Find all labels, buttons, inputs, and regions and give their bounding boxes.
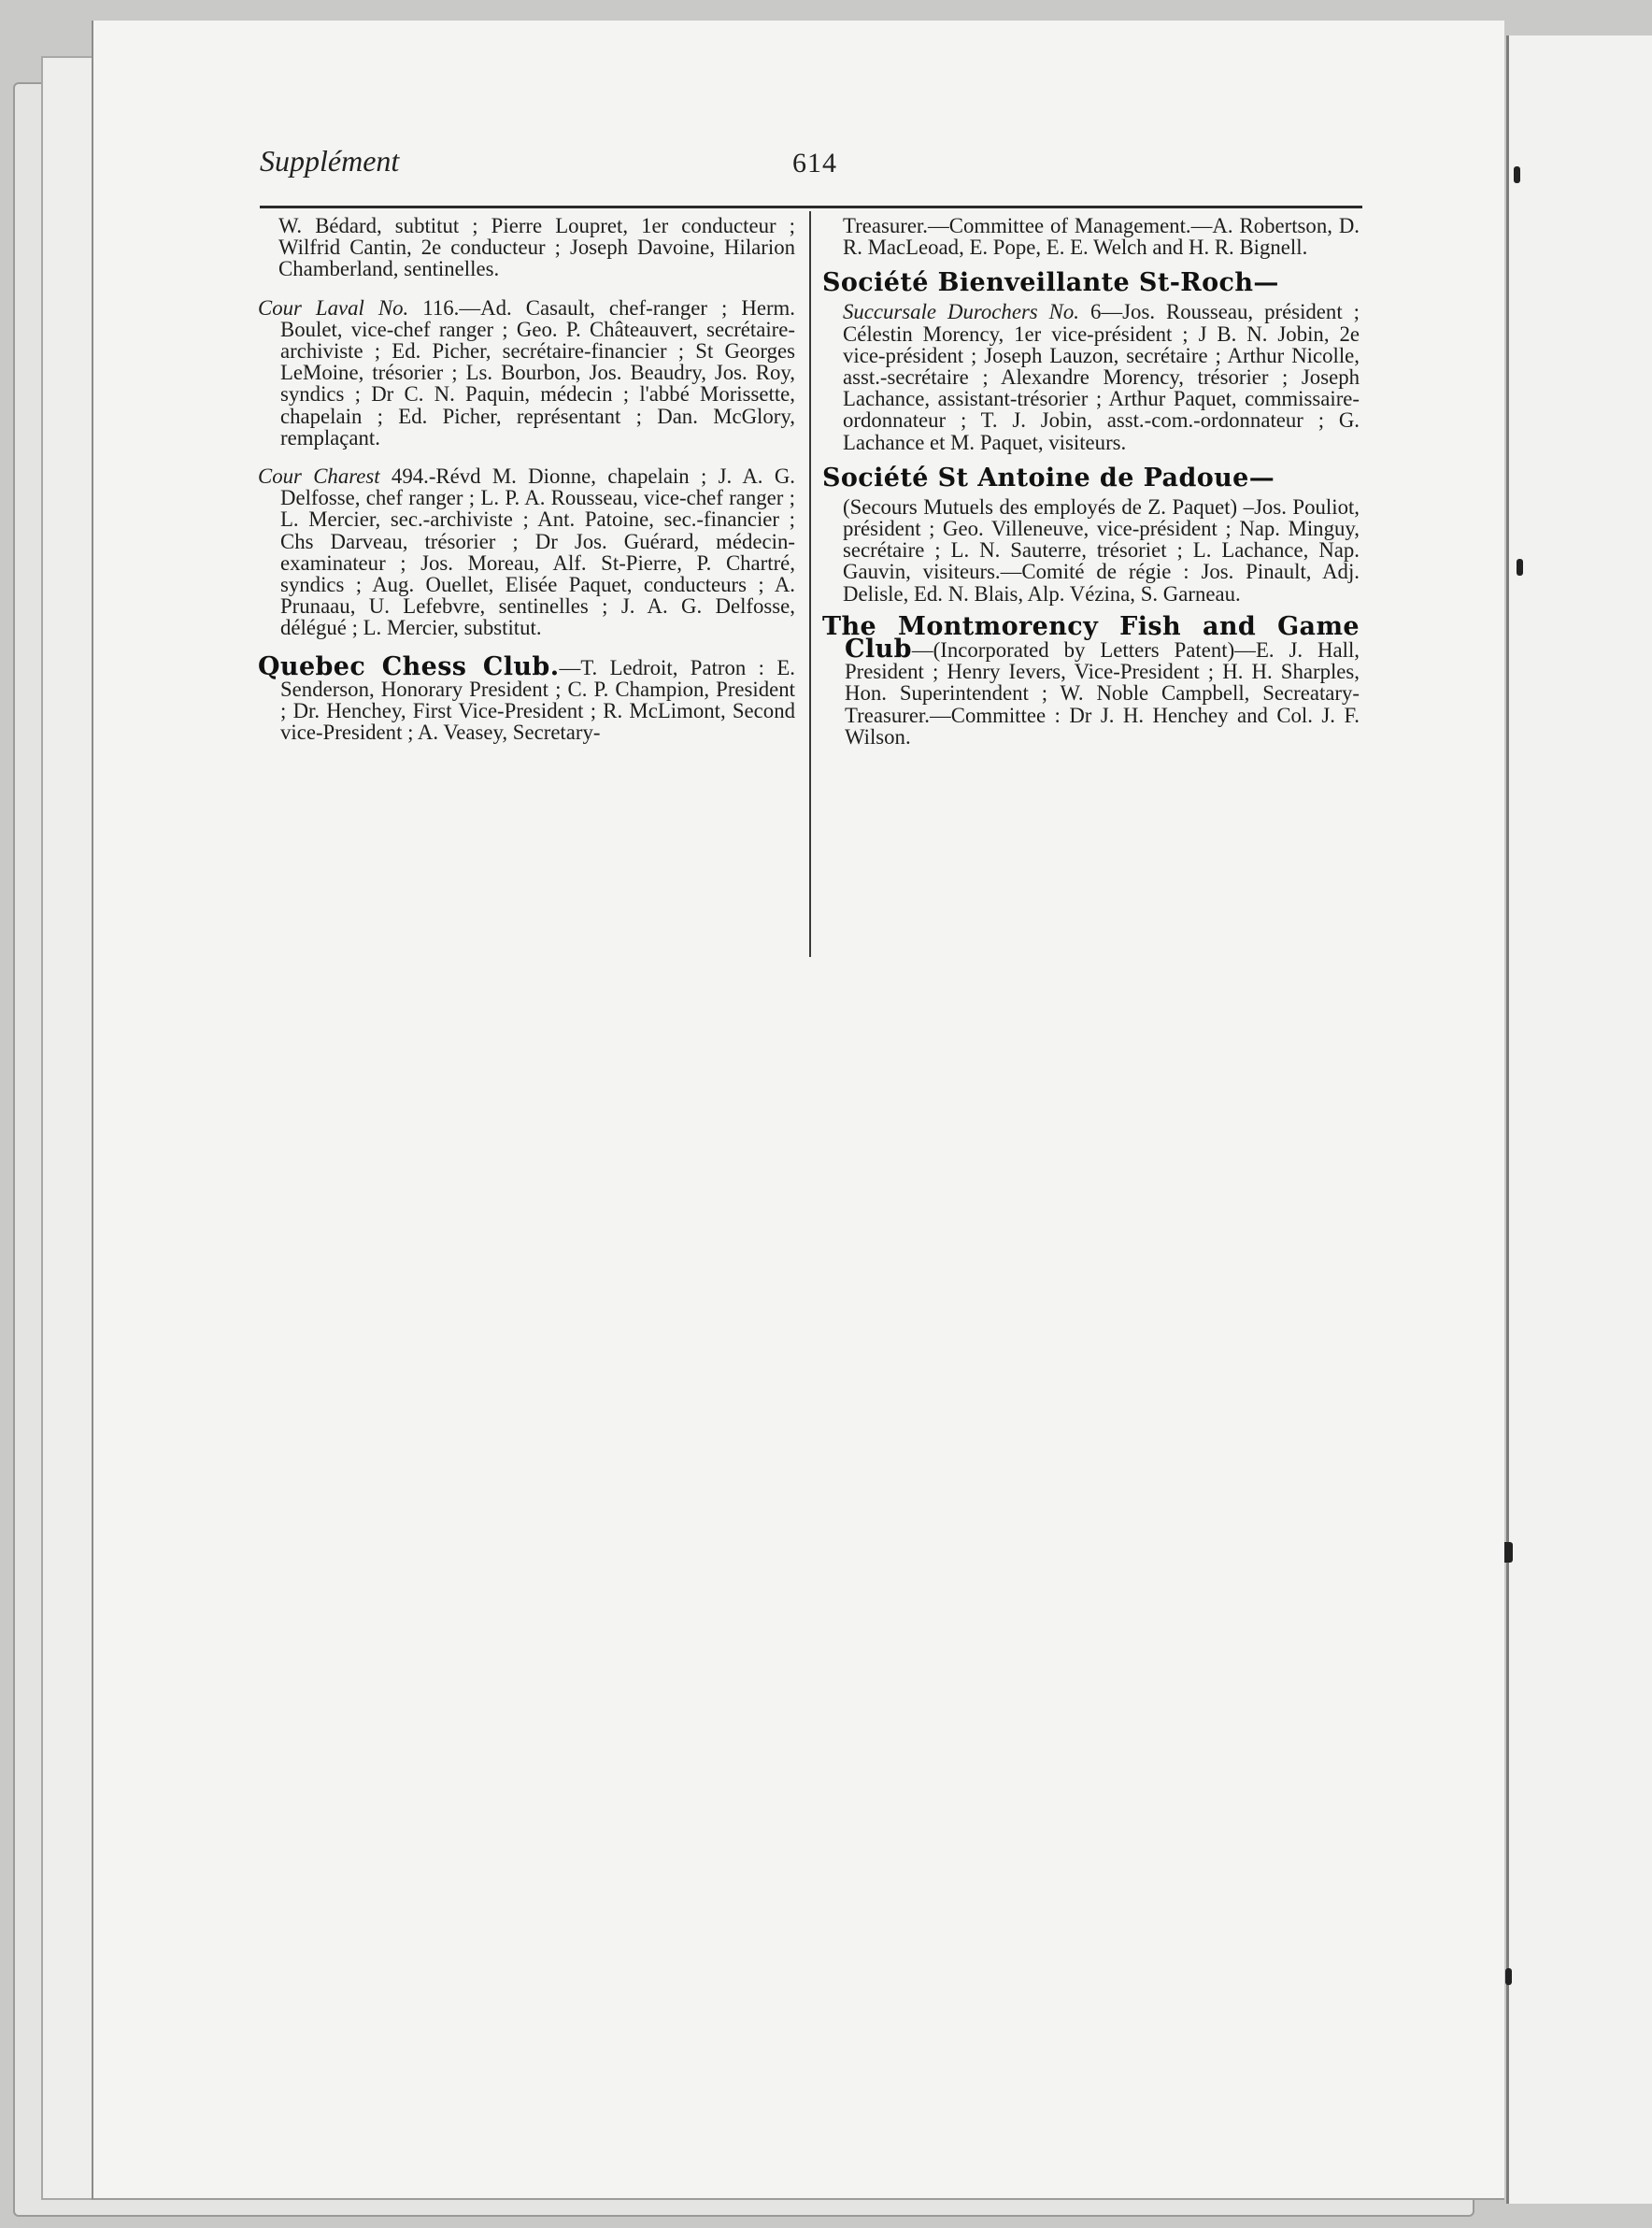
binding-mark bbox=[1505, 1968, 1512, 1985]
running-head: Supplément bbox=[260, 144, 400, 178]
entry-lead: Cour Charest bbox=[258, 464, 380, 489]
entry-cour-laval bbox=[258, 297, 795, 449]
entry-text: 116.—Ad. Casault, chef-ranger ; Herm. Boulet, vice-chef ranger ; Geo. P. Châteauvert, secrétaire-archiviste ; Ed. Picher, secrétaire-financier ; St Georges LeMoine, trésorier ; Ls. Bourbon, Jos. Beaudry, Jos. Roy, syndics ; Dr C. N. Paquin, médecin ; l'abbé Morissette, chapelain ; Ed. Picher, représentant ; Dan. McGlory, remplaçant. bbox=[280, 295, 795, 450]
page-header bbox=[260, 138, 1362, 204]
entry-heading: Société St Antoine de Padoue— bbox=[822, 463, 1275, 493]
page-number: 614 bbox=[792, 148, 837, 179]
entry-societe-bienveillante bbox=[822, 269, 1360, 452]
binding-mark bbox=[1514, 166, 1520, 183]
entry-heading: Quebec Chess Club. bbox=[258, 651, 560, 681]
entry-text: (Secours Mutuels des employés de Z. Paquet) –Jos. Pouliot, président ; Geo. Villeneuve, vice-président ; Nap. Minguy, secrétaire ; L. N. Sauterre, trésoriet ; L. Lachance, Nap. Gauvin, visiteurs.—Comité de régie : Jos. Pinault, Adj. Delisle, Ed. N. Blais, Alp. Vézina, S. Garneau. bbox=[843, 494, 1360, 606]
entry-montmorency-club bbox=[822, 611, 1360, 749]
entry-societe-st-antoine bbox=[822, 464, 1360, 605]
header-rule bbox=[260, 206, 1362, 208]
facing-page-edge bbox=[1506, 36, 1652, 2204]
entry-text: W. Bédard, subtitut ; Pierre Loupret, 1er conducteur ; Wilfrid Cantin, 2e conducteur ; Joseph Davoine, Hilarion Chamberland, sentinelles. bbox=[278, 214, 795, 281]
entry-continuation bbox=[822, 215, 1360, 258]
entry-text: 494.-Révd M. Dionne, chapelain ; J. A. G. Delfosse, chef ranger ; L. P. A. Rousseau, vice-chef ranger ; L. Mercier, sec.-archiviste ; Ant. Patoine, sec.-financier ; Chs Darveau, trésorier ; Dr Jos. Guérard, médecin-examinateur ; Jos. Moreau, Alf. St-Pierre, P. Chartré, syndics ; Aug. Ouellet, Elisée Paquet, conducteurs ; A. Prunaau, U. Lefebvre, sentinelles ; J. A. G. Delfosse, délégué ; L. Mercier, substitut. bbox=[280, 464, 795, 640]
binding-mark bbox=[1517, 559, 1523, 576]
entry-heading: The Montmorency Fish and Game Club bbox=[822, 611, 1360, 664]
entry-body bbox=[822, 496, 1360, 605]
entry-quebec-chess-club bbox=[258, 651, 795, 745]
entry-lead: Cour Laval No. bbox=[258, 295, 409, 320]
entry-body bbox=[822, 301, 1360, 452]
entry-continuation bbox=[258, 215, 795, 280]
entry-lead: Succursale Durochers No. bbox=[843, 300, 1079, 324]
entry-heading: Société Bienveillante St-Roch— bbox=[822, 268, 1279, 298]
right-column bbox=[822, 215, 1360, 764]
entry-cour-charest bbox=[258, 465, 795, 639]
entry-text: —(Incorporated by Letters Patent)—E. J. Hall, President ; Henry Ievers, Vice-President ; H. H. Sharples, Hon. Superintendent ; W. Noble Campbell, Secreatary-Treasurer.—Committee : Dr J. H. Henchey and Col. J. F. Wilson. bbox=[845, 638, 1360, 749]
column-divider bbox=[809, 211, 811, 957]
left-column bbox=[258, 215, 795, 760]
entry-text: —T. Ledroit, Patron : E. Senderson, Honorary President ; C. P. Champion, President ; Dr. Henchey, First Vice-President ; R. McLimont, Second vice-President ; A. Veasey, Secretary- bbox=[280, 655, 795, 745]
entry-text: 6—Jos. Rousseau, président ; Célestin Morency, 1er vice-président ; J B. N. Jobin, 2e vice-président ; Joseph Lauzon, secrétaire ; Arthur Nicolle, asst.-secrétaire ; Alexandre Morency, trésorier ; Joseph Lachance, assistant-trésorier ; Arthur Paquet, commissaire-ordonnateur ; T. J. Jobin, asst.-com.-ordonnateur ; G. Lachance et M. Paquet, visiteurs. bbox=[843, 300, 1360, 454]
entry-text: Treasurer.—Committee of Management.—A. Robertson, D. R. MacLeoad, E. Pope, E. E. Welch and H. R. Bignell. bbox=[843, 214, 1360, 260]
